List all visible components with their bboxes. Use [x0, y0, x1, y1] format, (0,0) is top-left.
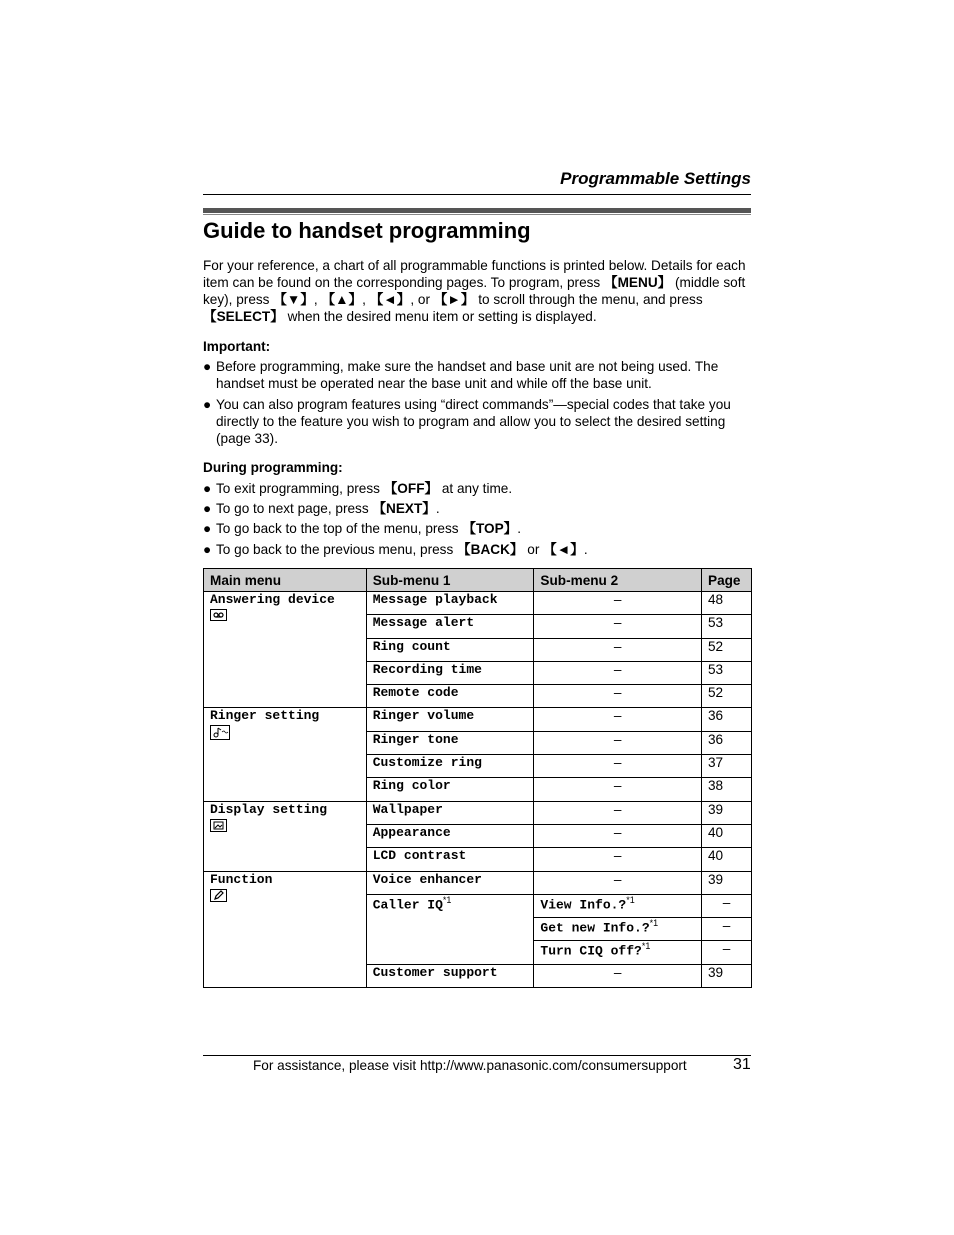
header-divider — [203, 194, 751, 195]
page-cell: 53 — [702, 615, 752, 638]
page-cell: 52 — [702, 685, 752, 708]
page-cell: 38 — [702, 778, 752, 801]
bullet-dot: ● — [203, 542, 212, 557]
sub1-cell: Wallpaper — [366, 801, 534, 824]
main-menu-ringer: Ringer setting — [204, 708, 367, 801]
sub2-cell: – — [534, 592, 702, 615]
sub1-cell: Ring count — [366, 638, 534, 661]
page-cell: 39 — [702, 964, 752, 987]
sub2-cell: – — [534, 661, 702, 684]
footer-assistance-text: For assistance, please visit http://www.panasonic.com/consumersupport — [253, 1058, 687, 1073]
sub2-cell: – — [534, 964, 702, 987]
section-header: Programmable Settings — [560, 169, 751, 188]
during-label: During programming: — [203, 460, 343, 475]
sub2-cell: – — [534, 708, 702, 731]
sub2-cell: – — [534, 755, 702, 778]
important-bullet-2: ● You can also program features using “direct commands”—special codes that take you directly to the feature you wish to program and allow you to select the desired setting (page 33). — [203, 397, 731, 446]
sub1-cell: Remote code — [366, 685, 534, 708]
important-bullet-1: ● Before programming, make sure the handset and base unit are not being used. The handset must be operated near the base unit and while off the base unit. — [203, 359, 719, 391]
sub2-cell: – — [534, 871, 702, 894]
page-cell: – — [702, 918, 752, 941]
page-cell: 52 — [702, 638, 752, 661]
sub2-cell: – — [534, 801, 702, 824]
sub2-cell: Get new Info.?$^{*1}$ — [534, 918, 702, 941]
header-sub-menu-1: Sub-menu 1 — [366, 569, 534, 592]
table-row — [204, 871, 752, 894]
header-sub-menu-2: Sub-menu 2 — [534, 569, 702, 592]
important-label: Important: — [203, 339, 271, 354]
bullet-dot: ● — [203, 481, 212, 496]
sub1-cell: Recording time — [366, 661, 534, 684]
sub1-cell: Customize ring — [366, 755, 534, 778]
during-bullet-2: ● To go to next page, press 【NEXT】. — [203, 501, 440, 516]
bullet-dot: ● — [203, 521, 212, 536]
sub2-cell: – — [534, 778, 702, 801]
sub1-cell: Ringer volume — [366, 708, 534, 731]
during-bullet-3: ● To go back to the top of the menu, press 【TOP】. — [203, 521, 522, 536]
sub2-cell: – — [534, 848, 702, 871]
sub1-cell: Ring color — [366, 778, 534, 801]
main-menu-function: Function — [204, 871, 367, 987]
sub1-cell: LCD contrast — [366, 848, 534, 871]
pencil-icon — [210, 889, 227, 902]
sub2-cell: – — [534, 731, 702, 754]
sub1-cell: Customer support — [366, 964, 534, 987]
page-cell: 37 — [702, 755, 752, 778]
main-menu-answering: Answering device — [204, 592, 367, 708]
answering-machine-icon — [210, 609, 227, 621]
sub2-cell: – — [534, 638, 702, 661]
sub2-cell: Turn CIQ off?$^{*1}$ — [534, 941, 702, 964]
during-bullet-4: ● To go back to the previous menu, press 【BACK】 or 【◄】. — [203, 542, 588, 557]
page-cell: 39 — [702, 801, 752, 824]
bullet-dot: ● — [203, 397, 212, 412]
sub2-cell: – — [534, 615, 702, 638]
sub2-cell: – — [534, 685, 702, 708]
page-cell: – — [702, 894, 752, 917]
page-cell: 36 — [702, 708, 752, 731]
table-header-row — [204, 569, 752, 592]
header-main-menu: Main menu — [204, 569, 367, 592]
page-cell: 40 — [702, 848, 752, 871]
sub2-cell: – — [534, 824, 702, 847]
bullet-dot: ● — [203, 501, 212, 516]
title-bar-line — [203, 214, 751, 215]
page-title: Guide to handset programming — [203, 218, 531, 243]
table-row — [204, 592, 752, 615]
header-page: Page — [702, 569, 752, 592]
footer-divider — [203, 1055, 751, 1056]
page-cell: 36 — [702, 731, 752, 754]
sub2-cell: View Info.?$^{*1}$ — [534, 894, 702, 917]
sub1-cell-caller-iq: Caller IQ$^{*1}$ — [366, 894, 534, 964]
bullet-dot: ● — [203, 359, 212, 374]
intro-paragraph: For your reference, a chart of all programmable functions is printed below. Details for each item can be found on the corresponding pages. To program, press 【MENU】 (middle soft key), press 【▼】, 【▲】, 【◄】, or 【►】 to scroll through the menu, and press 【SELECT】 when the desired menu item or setting is displayed. — [203, 258, 746, 324]
page-cell: 39 — [702, 871, 752, 894]
main-menu-display: Display setting — [204, 801, 367, 871]
page-cell: – — [702, 941, 752, 964]
sub1-cell: Message playback — [366, 592, 534, 615]
during-bullet-1: ● To exit programming, press 【OFF】 at any time. — [203, 481, 513, 496]
display-picture-icon — [210, 819, 227, 832]
page-cell: 53 — [702, 661, 752, 684]
page-cell: 48 — [702, 592, 752, 615]
programming-table — [203, 568, 752, 988]
page-cell: 40 — [702, 824, 752, 847]
sub1-cell: Message alert — [366, 615, 534, 638]
sub1-cell: Voice enhancer — [366, 871, 534, 894]
ringer-note-icon — [210, 725, 230, 740]
title-bar — [203, 208, 751, 213]
sub1-cell: Ringer tone — [366, 731, 534, 754]
table-row — [204, 708, 752, 731]
table-row — [204, 801, 752, 824]
sub1-cell: Appearance — [366, 824, 534, 847]
page-number: 31 — [733, 1056, 751, 1073]
